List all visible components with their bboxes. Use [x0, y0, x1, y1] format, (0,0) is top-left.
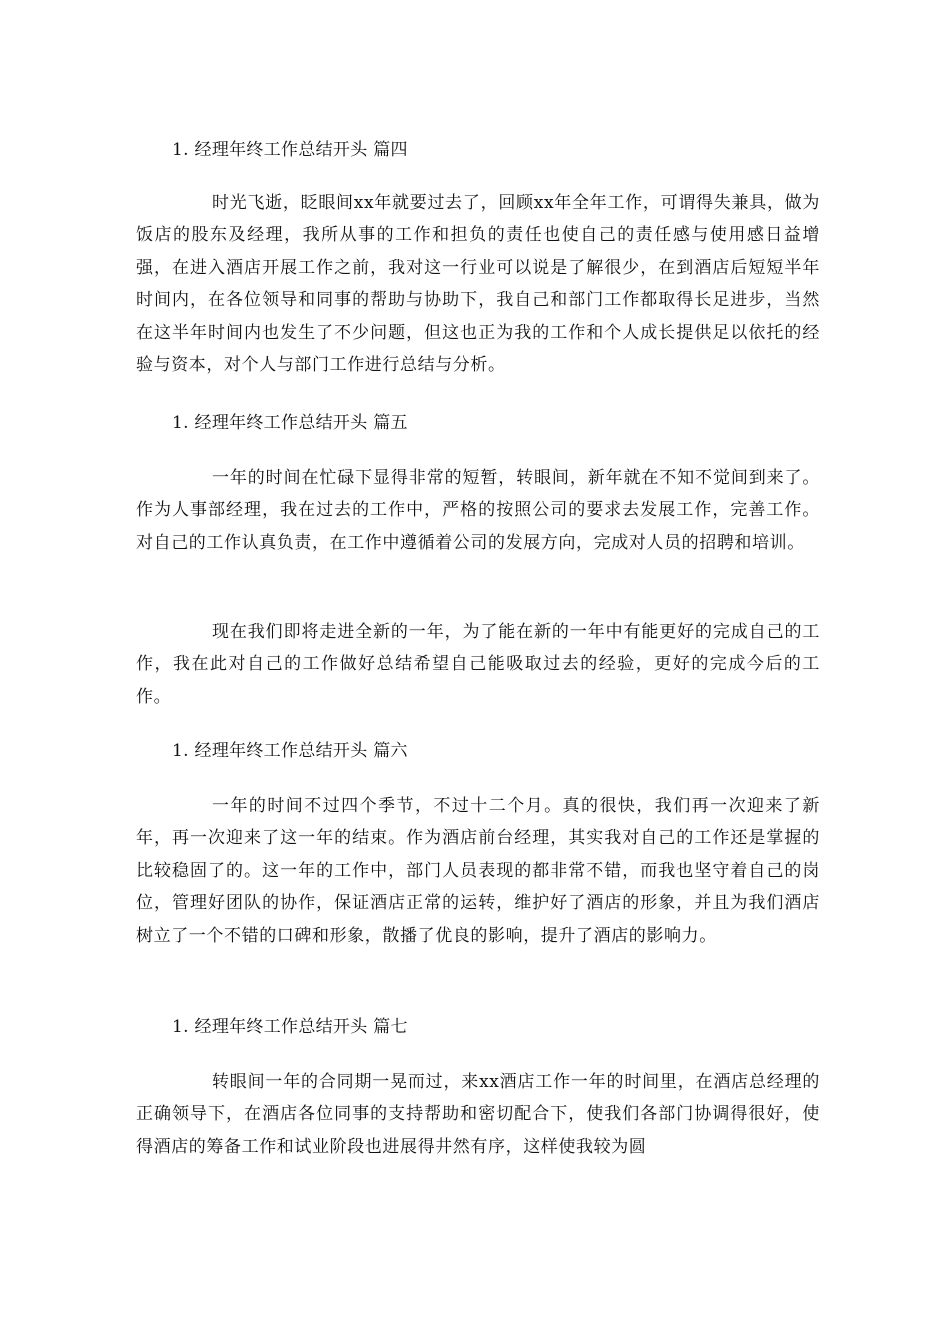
section-heading-7: 1. 经理年终工作总结开头 篇七 — [172, 1017, 408, 1037]
section-heading-6: 1. 经理年终工作总结开头 篇六 — [172, 741, 408, 761]
paragraph-7-1: 转眼间一年的合同期一晃而过，来xx酒店工作一年的时间里，在酒店总经理的正确领导下，在酒店各位同事的支持帮助和密切配合下，使我们各部门协调得很好，使得酒店的筹备工作和试业阶段也进展得井然有序，这样使我较为圆 — [136, 1072, 820, 1157]
paragraph-5-2: 现在我们即将走进全新的一年，为了能在新的一年中有能更好的完成自己的工作，我在此对自己的工作做好总结希望自己能吸取过去的经验，更好的完成今后的工作。 — [136, 622, 820, 707]
section-heading-5: 1. 经理年终工作总结开头 篇五 — [172, 413, 408, 433]
paragraph-5-1: 一年的时间在忙碌下显得非常的短暂，转眼间，新年就在不知不觉间到来了。作为人事部经理，我在过去的工作中，严格的按照公司的要求去发展工作，完善工作。对自己的工作认真负责，在工作中遵循着公司的发展方向，完成对人员的招聘和培训。 — [136, 468, 820, 553]
section-heading-4: 1. 经理年终工作总结开头 篇四 — [172, 140, 408, 160]
paragraph-4-1: 时光飞逝，眨眼间xx年就要过去了，回顾xx年全年工作，可谓得失兼具，做为饭店的股东及经理，我所从事的工作和担负的责任也使自己的责任感与使用感日益增强，在进入酒店开展工作之前，我对这一行业可以说是了解很少，在到酒店后短短半年时间内，在各位领导和同事的帮助与协助下，我自己和部门工作都取得长足进步，当然在这半年时间内也发生了不少问题，但这也正为我的工作和个人成长提供足以依托的经验与资本，对个人与部门工作进行总结与分析。 — [136, 193, 820, 376]
paragraph-6-1: 一年的时间不过四个季节，不过十二个月。真的很快，我们再一次迎来了新年，再一次迎来了这一年的结束。作为酒店前台经理，其实我对自己的工作还是掌握的比较稳固了的。这一年的工作中，部门人员表现的都非常不错，而我也坚守着自己的岗位，管理好团队的协作，保证酒店正常的运转，维护好了酒店的形象，并且为我们酒店树立了一个不错的口碑和形象，散播了优良的影响，提升了酒店的影响力。 — [136, 796, 820, 946]
